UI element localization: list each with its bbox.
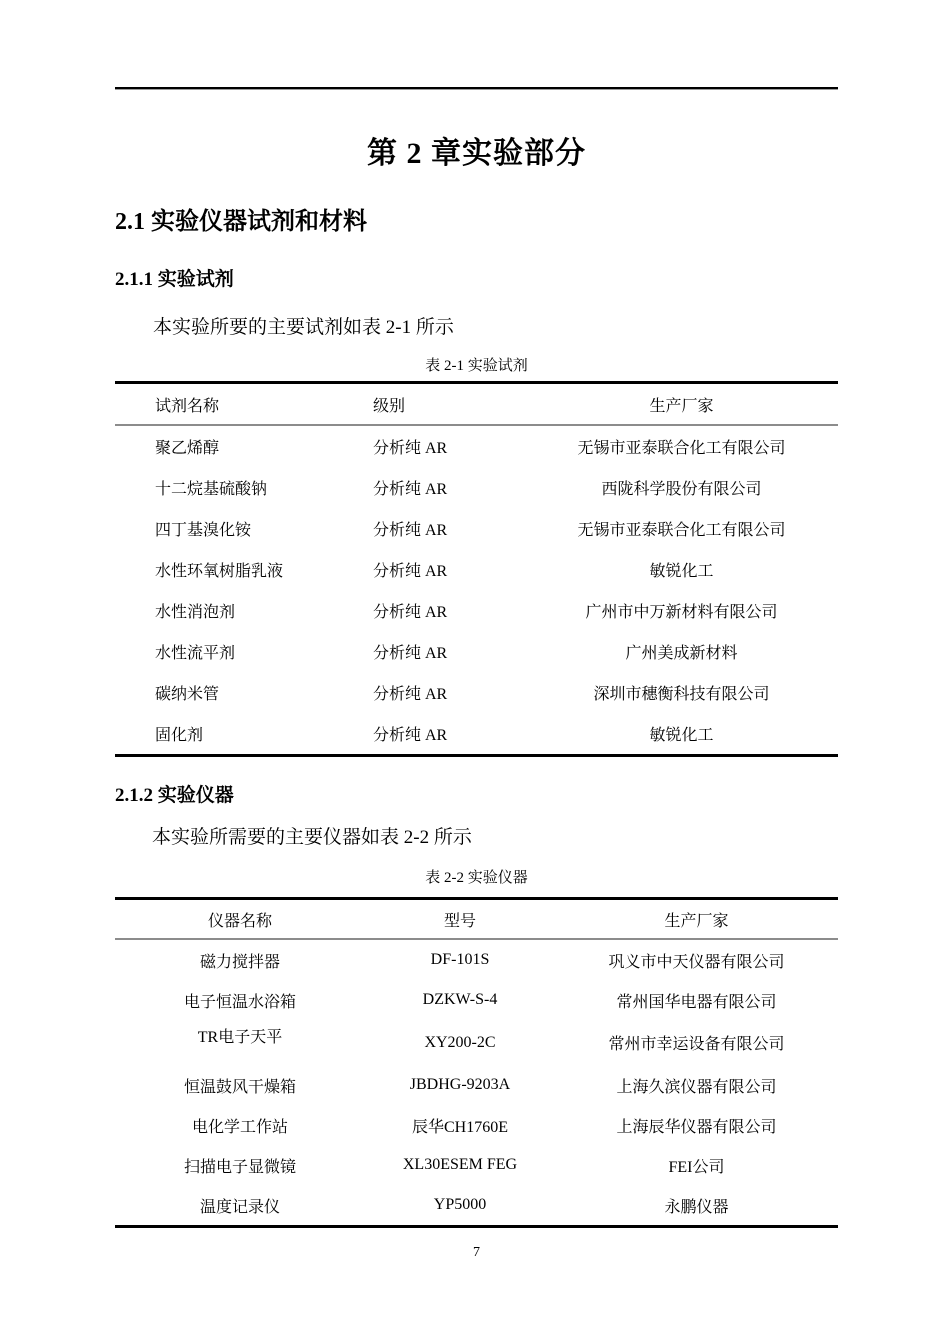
table-cell: 西陇科学股份有限公司 [601, 481, 762, 498]
table-cell: 恒温鼓风干燥箱 [183, 1078, 296, 1096]
reagents-table-header-row [115, 384, 838, 426]
table-cell: YP5000 [433, 1196, 487, 1213]
table-cell: 广州美成新材料 [625, 645, 738, 662]
table-cell: 无锡市亚泰联合化工有限公司 [577, 522, 786, 539]
reagents-table-caption: 表 2-1 实验试剂 [425, 358, 528, 374]
table-row [115, 631, 838, 672]
table-cell: 水性环氧树脂乳液 [155, 563, 284, 580]
column-header: 生产厂家 [664, 912, 729, 930]
reagents-table-body [115, 426, 838, 754]
table-cell: 无锡市亚泰联合化工有限公司 [577, 440, 786, 457]
table-row [115, 1020, 838, 1065]
table-row [115, 1105, 838, 1145]
table-cell: 分析纯 AR [373, 563, 448, 580]
table-cell: 敏锐化工 [649, 563, 714, 580]
table-cell: 十二烷基硫酸钠 [155, 481, 268, 498]
chapter-title: 第 2 章实验部分 [367, 137, 586, 170]
table-cell: DZKW-S-4 [422, 991, 498, 1008]
table-row [115, 549, 838, 590]
table-cell: 分析纯 AR [373, 686, 448, 703]
table-cell: 水性消泡剂 [155, 604, 236, 621]
table-cell: 分析纯 AR [373, 440, 448, 457]
table-cell: 常州市幸运设备有限公司 [608, 1036, 785, 1053]
instruments-table [115, 897, 838, 1228]
reagents-table [115, 381, 838, 757]
instruments-table-header-row [115, 900, 838, 940]
table-cell: 分析纯 AR [373, 604, 448, 621]
column-header: 生产厂家 [649, 397, 714, 415]
subsection-heading-reagents: 2.1.1 实验试剂 [115, 269, 234, 290]
reagents-intro-paragraph: 本实验所要的主要试剂如表 2-1 所示 [153, 317, 454, 338]
table-cell: 水性流平剂 [155, 645, 236, 662]
table-cell: 扫描电子显微镜 [183, 1158, 296, 1176]
table-cell: 电子恒温水浴箱 [183, 993, 296, 1011]
section-heading: 2.1 实验仪器试剂和材料 [115, 209, 367, 235]
table-cell: 固化剂 [155, 727, 204, 744]
subsection-heading-instruments: 2.1.2 实验仪器 [115, 785, 234, 806]
table-cell: TR电子天平 [197, 1029, 283, 1046]
table-cell: 聚乙烯醇 [155, 440, 220, 457]
table-cell: 上海辰华仪器有限公司 [616, 1118, 777, 1136]
table-cell: 分析纯 AR [373, 481, 448, 498]
table-cell: 分析纯 AR [373, 727, 448, 744]
table-cell: 永鹏仪器 [664, 1198, 729, 1216]
table-row [115, 713, 838, 754]
table-row [115, 590, 838, 631]
table-cell: 上海久滨仪器有限公司 [616, 1078, 777, 1096]
table-row [115, 1145, 838, 1185]
column-header: 仪器名称 [207, 912, 272, 930]
instruments-intro-paragraph: 本实验所需要的主要仪器如表 2-2 所示 [152, 827, 472, 848]
table-cell: 敏锐化工 [649, 727, 714, 744]
table-cell: 电化学工作站 [191, 1118, 288, 1136]
table-cell: XL30ESEM FEG [402, 1156, 518, 1173]
table-row [115, 672, 838, 713]
table-row [115, 940, 838, 980]
table-cell: 巩义市中天仪器有限公司 [608, 953, 785, 971]
table-cell: 广州市中万新材料有限公司 [585, 604, 778, 621]
column-header: 型号 [443, 912, 476, 930]
table-cell: JBDHG-9203A [409, 1076, 511, 1093]
table-cell: 磁力搅拌器 [199, 953, 280, 971]
column-header: 试剂名称 [155, 397, 220, 415]
table-row [115, 426, 838, 467]
table-row [115, 1185, 838, 1225]
table-cell: 分析纯 AR [373, 645, 448, 662]
table-cell: 常州国华电器有限公司 [616, 993, 777, 1011]
table-row [115, 467, 838, 508]
column-header: 级别 [373, 397, 406, 415]
instruments-table-caption: 表 2-2 实验仪器 [425, 870, 528, 886]
table-cell: DF-101S [430, 951, 490, 968]
table-row [115, 508, 838, 549]
header-rule [115, 87, 838, 90]
table-row [115, 1065, 838, 1105]
instruments-table-body [115, 940, 838, 1225]
table-cell: FEI公司 [668, 1158, 725, 1176]
table-cell: 辰华CH1760E [411, 1118, 508, 1136]
table-cell: 四丁基溴化铵 [155, 522, 252, 539]
table-cell: 分析纯 AR [373, 522, 448, 539]
table-cell: 深圳市穗衡科技有限公司 [593, 686, 770, 703]
table-cell: 温度记录仪 [199, 1198, 280, 1216]
page-number: 7 [473, 1245, 480, 1260]
table-cell: XY200-2C [424, 1033, 496, 1051]
table-cell: 碳纳米管 [155, 686, 220, 703]
